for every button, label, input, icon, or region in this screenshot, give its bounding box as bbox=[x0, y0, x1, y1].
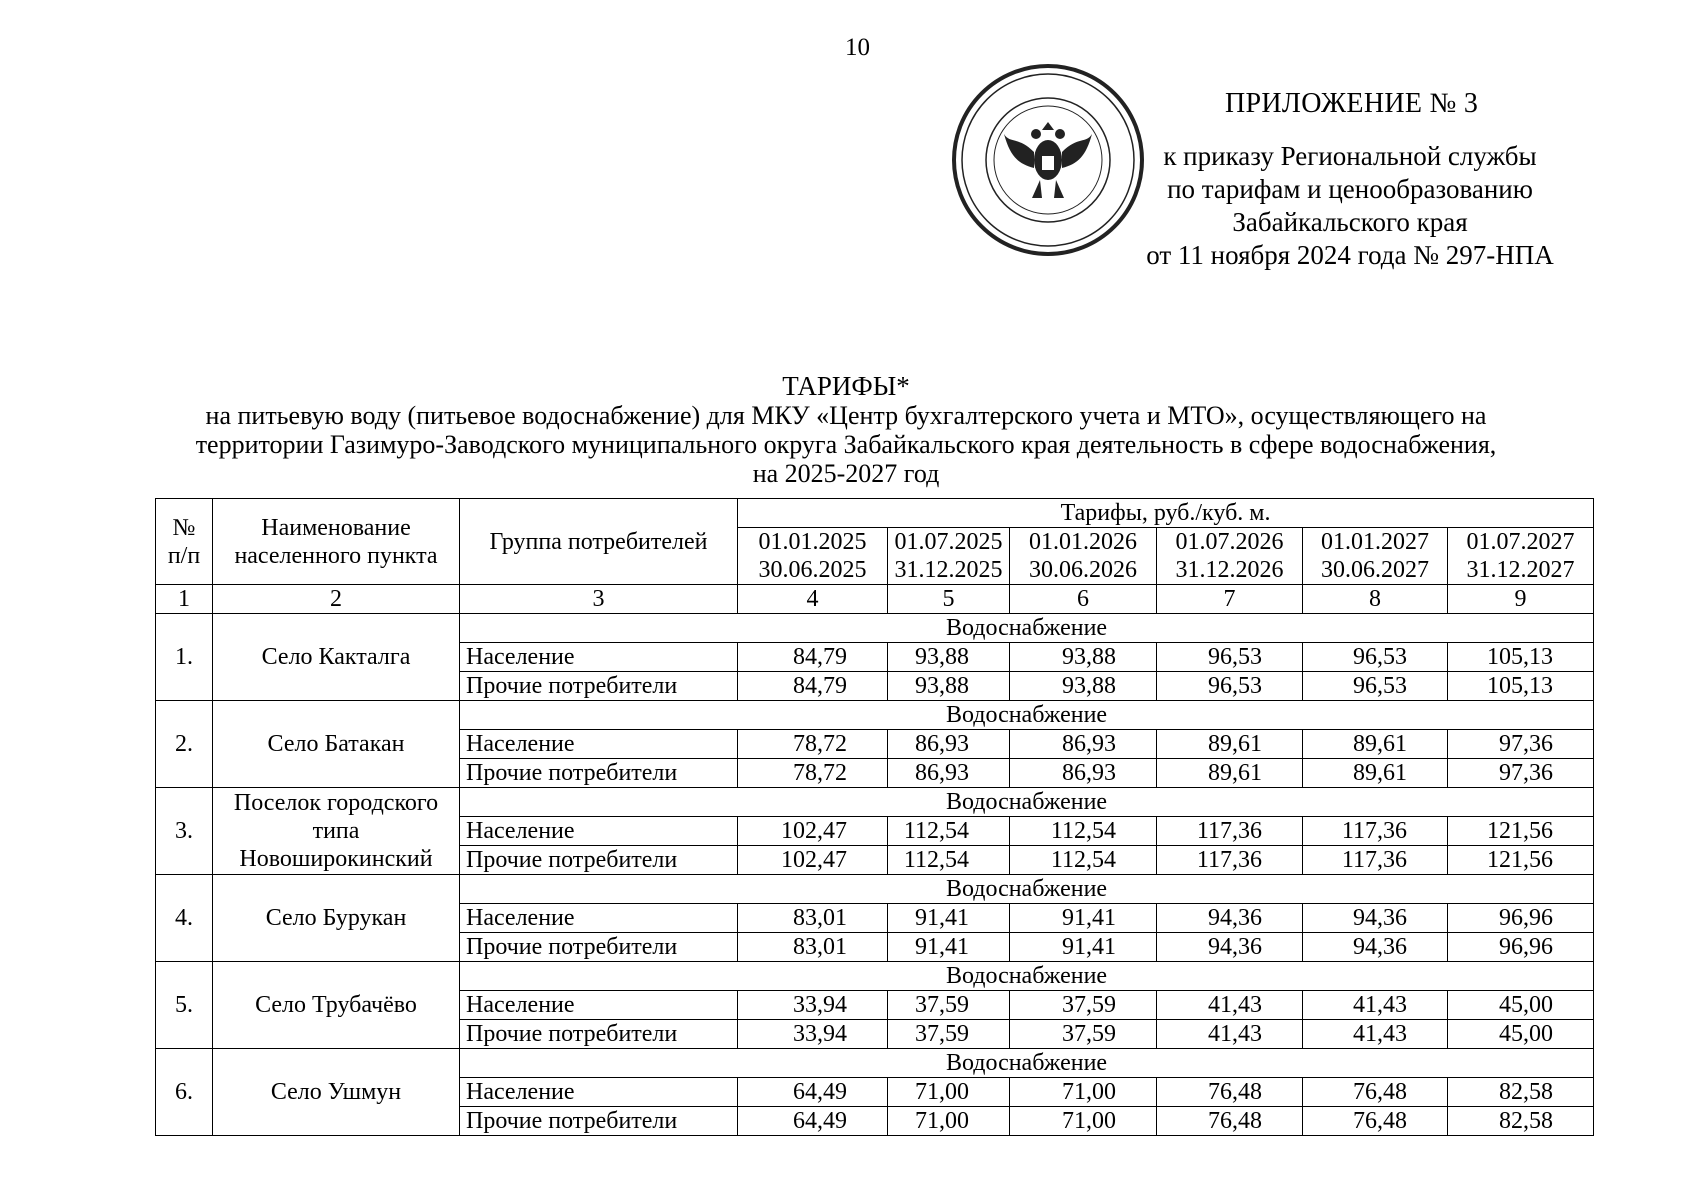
consumer-group: Население bbox=[460, 817, 738, 846]
tariff-value: 37,59 bbox=[888, 991, 1010, 1020]
period-header bbox=[888, 528, 1010, 585]
tariff-value: 112,54 bbox=[1010, 846, 1157, 875]
tariff-value: 89,61 bbox=[1157, 759, 1303, 788]
tariff-value: 84,79 bbox=[738, 672, 888, 701]
tariff-value: 117,36 bbox=[1303, 846, 1448, 875]
consumer-group: Прочие потребители bbox=[460, 759, 738, 788]
row-number: 2. bbox=[156, 701, 213, 788]
row-number: 1. bbox=[156, 614, 213, 701]
tariff-value: 94,36 bbox=[1157, 933, 1303, 962]
consumer-group: Население bbox=[460, 904, 738, 933]
consumer-group: Население bbox=[460, 991, 738, 1020]
row-number: 6. bbox=[156, 1049, 213, 1136]
tariff-value: 41,43 bbox=[1157, 991, 1303, 1020]
header-group: Группа потребителей bbox=[460, 499, 738, 585]
table-row bbox=[156, 962, 1594, 991]
tariff-value: 91,41 bbox=[888, 933, 1010, 962]
tariff-value: 117,36 bbox=[1157, 817, 1303, 846]
tariff-value: 102,47 bbox=[738, 846, 888, 875]
service-label: Водоснабжение bbox=[460, 1049, 1594, 1078]
consumer-group: Население bbox=[460, 643, 738, 672]
service-label: Водоснабжение bbox=[460, 962, 1594, 991]
annex-line-4: от 11 ноября 2024 года № 297-НПА bbox=[1146, 240, 1554, 270]
column-number: 9 bbox=[1448, 585, 1594, 614]
tariff-value: 117,36 bbox=[1157, 846, 1303, 875]
tariffs-table bbox=[155, 498, 1594, 1136]
settlement-name: Село Ушмун bbox=[213, 1049, 460, 1136]
tariff-value: 41,43 bbox=[1303, 1020, 1448, 1049]
tariff-value: 91,41 bbox=[1010, 933, 1157, 962]
tariff-value: 71,00 bbox=[888, 1078, 1010, 1107]
heading-line-2: территории Газимуро-Заводского муниципального округа Забайкальского края деятельность в сфере водоснабжения, bbox=[195, 430, 1497, 459]
settlement-name: Село Трубачёво bbox=[213, 962, 460, 1049]
tariff-value: 41,43 bbox=[1157, 1020, 1303, 1049]
header-tariffs: Тарифы, руб./куб. м. bbox=[738, 499, 1594, 528]
table-row bbox=[156, 701, 1594, 730]
tariff-value: 76,48 bbox=[1157, 1078, 1303, 1107]
tariff-value: 93,88 bbox=[1010, 672, 1157, 701]
settlement-name: Село Какталга bbox=[213, 614, 460, 701]
period-to: 30.06.2025 bbox=[758, 557, 867, 583]
tariff-value: 89,61 bbox=[1303, 759, 1448, 788]
tariff-value: 71,00 bbox=[888, 1107, 1010, 1136]
tariff-value: 82,58 bbox=[1448, 1107, 1594, 1136]
tariff-value: 71,00 bbox=[1010, 1078, 1157, 1107]
period-header bbox=[1303, 528, 1448, 585]
period-from: 01.07.2026 bbox=[1175, 529, 1284, 555]
tariff-value: 93,88 bbox=[888, 672, 1010, 701]
settlement-name: Поселок городского типа Новоширокинский bbox=[213, 788, 460, 875]
tariff-value: 105,13 bbox=[1448, 643, 1594, 672]
tariff-value: 121,56 bbox=[1448, 817, 1594, 846]
heading-line-1: на питьевую воду (питьевое водоснабжение) для МКУ «Центр бухгалтерского учета и МТО», осуществляющего на bbox=[205, 401, 1487, 430]
period-from: 01.01.2026 bbox=[1029, 529, 1137, 555]
tariff-value: 76,48 bbox=[1303, 1078, 1448, 1107]
tariff-value: 83,01 bbox=[738, 904, 888, 933]
header-settlement: Наименование населенного пункта bbox=[213, 499, 460, 585]
tariff-value: 89,61 bbox=[1303, 730, 1448, 759]
table-row bbox=[156, 1049, 1594, 1078]
tariff-value: 105,13 bbox=[1448, 672, 1594, 701]
tariff-value: 82,58 bbox=[1448, 1078, 1594, 1107]
annex-line-1: к приказу Региональной службы bbox=[1163, 141, 1537, 171]
column-number: 2 bbox=[213, 585, 460, 614]
column-number: 7 bbox=[1157, 585, 1303, 614]
tariff-value: 83,01 bbox=[738, 933, 888, 962]
period-from: 01.07.2027 bbox=[1466, 529, 1575, 555]
heading-title: ТАРИФЫ* bbox=[782, 371, 910, 401]
tariff-value: 112,54 bbox=[888, 817, 1010, 846]
consumer-group: Население bbox=[460, 1078, 738, 1107]
tariff-value: 97,36 bbox=[1448, 759, 1594, 788]
service-label: Водоснабжение bbox=[460, 701, 1594, 730]
table-row bbox=[156, 614, 1594, 643]
table-row bbox=[156, 875, 1594, 904]
page-number: 10 bbox=[845, 34, 870, 61]
tariff-value: 96,53 bbox=[1157, 672, 1303, 701]
tariff-value: 37,59 bbox=[1010, 1020, 1157, 1049]
period-from: 01.07.2025 bbox=[894, 529, 1003, 555]
tariff-value: 96,53 bbox=[1303, 672, 1448, 701]
column-number: 6 bbox=[1010, 585, 1157, 614]
document-heading bbox=[150, 372, 1542, 488]
tariff-value: 96,53 bbox=[1157, 643, 1303, 672]
service-label: Водоснабжение bbox=[460, 614, 1594, 643]
annex-line-3: Забайкальского края bbox=[1232, 207, 1468, 237]
settlement-name: Село Батакан bbox=[213, 701, 460, 788]
consumer-group: Прочие потребители bbox=[460, 672, 738, 701]
tariff-value: 112,54 bbox=[1010, 817, 1157, 846]
annex-reference bbox=[1110, 140, 1590, 272]
table-row bbox=[156, 788, 1594, 817]
tariff-value: 93,88 bbox=[1010, 643, 1157, 672]
tariff-value: 91,41 bbox=[1010, 904, 1157, 933]
tariff-value: 78,72 bbox=[738, 759, 888, 788]
tariff-value: 94,36 bbox=[1303, 933, 1448, 962]
period-to: 31.12.2025 bbox=[894, 557, 1003, 583]
tariff-value: 41,43 bbox=[1303, 991, 1448, 1020]
tariff-value: 89,61 bbox=[1157, 730, 1303, 759]
service-label: Водоснабжение bbox=[460, 875, 1594, 904]
column-number: 3 bbox=[460, 585, 738, 614]
annex-title: ПРИЛОЖЕНИЕ № 3 bbox=[1225, 88, 1479, 119]
row-number: 4. bbox=[156, 875, 213, 962]
tariff-value: 37,59 bbox=[888, 1020, 1010, 1049]
annex-line-2: по тарифам и ценообразованию bbox=[1167, 174, 1533, 204]
tariff-value: 86,93 bbox=[1010, 759, 1157, 788]
tariff-value: 45,00 bbox=[1448, 1020, 1594, 1049]
tariff-value: 94,36 bbox=[1303, 904, 1448, 933]
row-number: 3. bbox=[156, 788, 213, 875]
period-from: 01.01.2027 bbox=[1321, 529, 1429, 555]
tariff-value: 117,36 bbox=[1303, 817, 1448, 846]
tariff-value: 102,47 bbox=[738, 817, 888, 846]
tariff-value: 76,48 bbox=[1303, 1107, 1448, 1136]
consumer-group: Прочие потребители bbox=[460, 846, 738, 875]
tariff-value: 86,93 bbox=[888, 730, 1010, 759]
tariff-value: 76,48 bbox=[1157, 1107, 1303, 1136]
tariff-value: 97,36 bbox=[1448, 730, 1594, 759]
tariff-value: 71,00 bbox=[1010, 1107, 1157, 1136]
period-to: 31.12.2026 bbox=[1175, 557, 1284, 583]
column-number: 5 bbox=[888, 585, 1010, 614]
column-number: 8 bbox=[1303, 585, 1448, 614]
tariff-value: 94,36 bbox=[1157, 904, 1303, 933]
tariff-value: 37,59 bbox=[1010, 991, 1157, 1020]
consumer-group: Население bbox=[460, 730, 738, 759]
tariff-value: 121,56 bbox=[1448, 846, 1594, 875]
consumer-group: Прочие потребители bbox=[460, 1020, 738, 1049]
column-number: 1 bbox=[156, 585, 213, 614]
tariff-value: 33,94 bbox=[738, 991, 888, 1020]
tariff-value: 64,49 bbox=[738, 1078, 888, 1107]
tariff-value: 84,79 bbox=[738, 643, 888, 672]
tariff-value: 112,54 bbox=[888, 846, 1010, 875]
period-header bbox=[1157, 528, 1303, 585]
tariff-value: 45,00 bbox=[1448, 991, 1594, 1020]
column-number: 4 bbox=[738, 585, 888, 614]
period-header bbox=[1010, 528, 1157, 585]
period-to: 30.06.2026 bbox=[1029, 557, 1137, 583]
tariff-value: 91,41 bbox=[888, 904, 1010, 933]
tariff-value: 64,49 bbox=[738, 1107, 888, 1136]
consumer-group: Прочие потребители bbox=[460, 933, 738, 962]
settlement-name: Село Бурукан bbox=[213, 875, 460, 962]
period-to: 31.12.2027 bbox=[1466, 557, 1575, 583]
tariff-value: 96,53 bbox=[1303, 643, 1448, 672]
tariff-value: 86,93 bbox=[1010, 730, 1157, 759]
tariff-value: 96,96 bbox=[1448, 933, 1594, 962]
service-label: Водоснабжение bbox=[460, 788, 1594, 817]
period-header bbox=[1448, 528, 1594, 585]
period-to: 30.06.2027 bbox=[1321, 557, 1429, 583]
tariff-value: 86,93 bbox=[888, 759, 1010, 788]
consumer-group: Прочие потребители bbox=[460, 1107, 738, 1136]
tariff-value: 96,96 bbox=[1448, 904, 1594, 933]
tariff-value: 33,94 bbox=[738, 1020, 888, 1049]
tariff-value: 78,72 bbox=[738, 730, 888, 759]
tariff-value: 93,88 bbox=[888, 643, 1010, 672]
period-from: 01.01.2025 bbox=[758, 529, 867, 555]
row-number: 5. bbox=[156, 962, 213, 1049]
header-num: № п/п bbox=[156, 499, 213, 585]
period-header bbox=[738, 528, 888, 585]
heading-line-3: на 2025-2027 год bbox=[752, 459, 940, 488]
